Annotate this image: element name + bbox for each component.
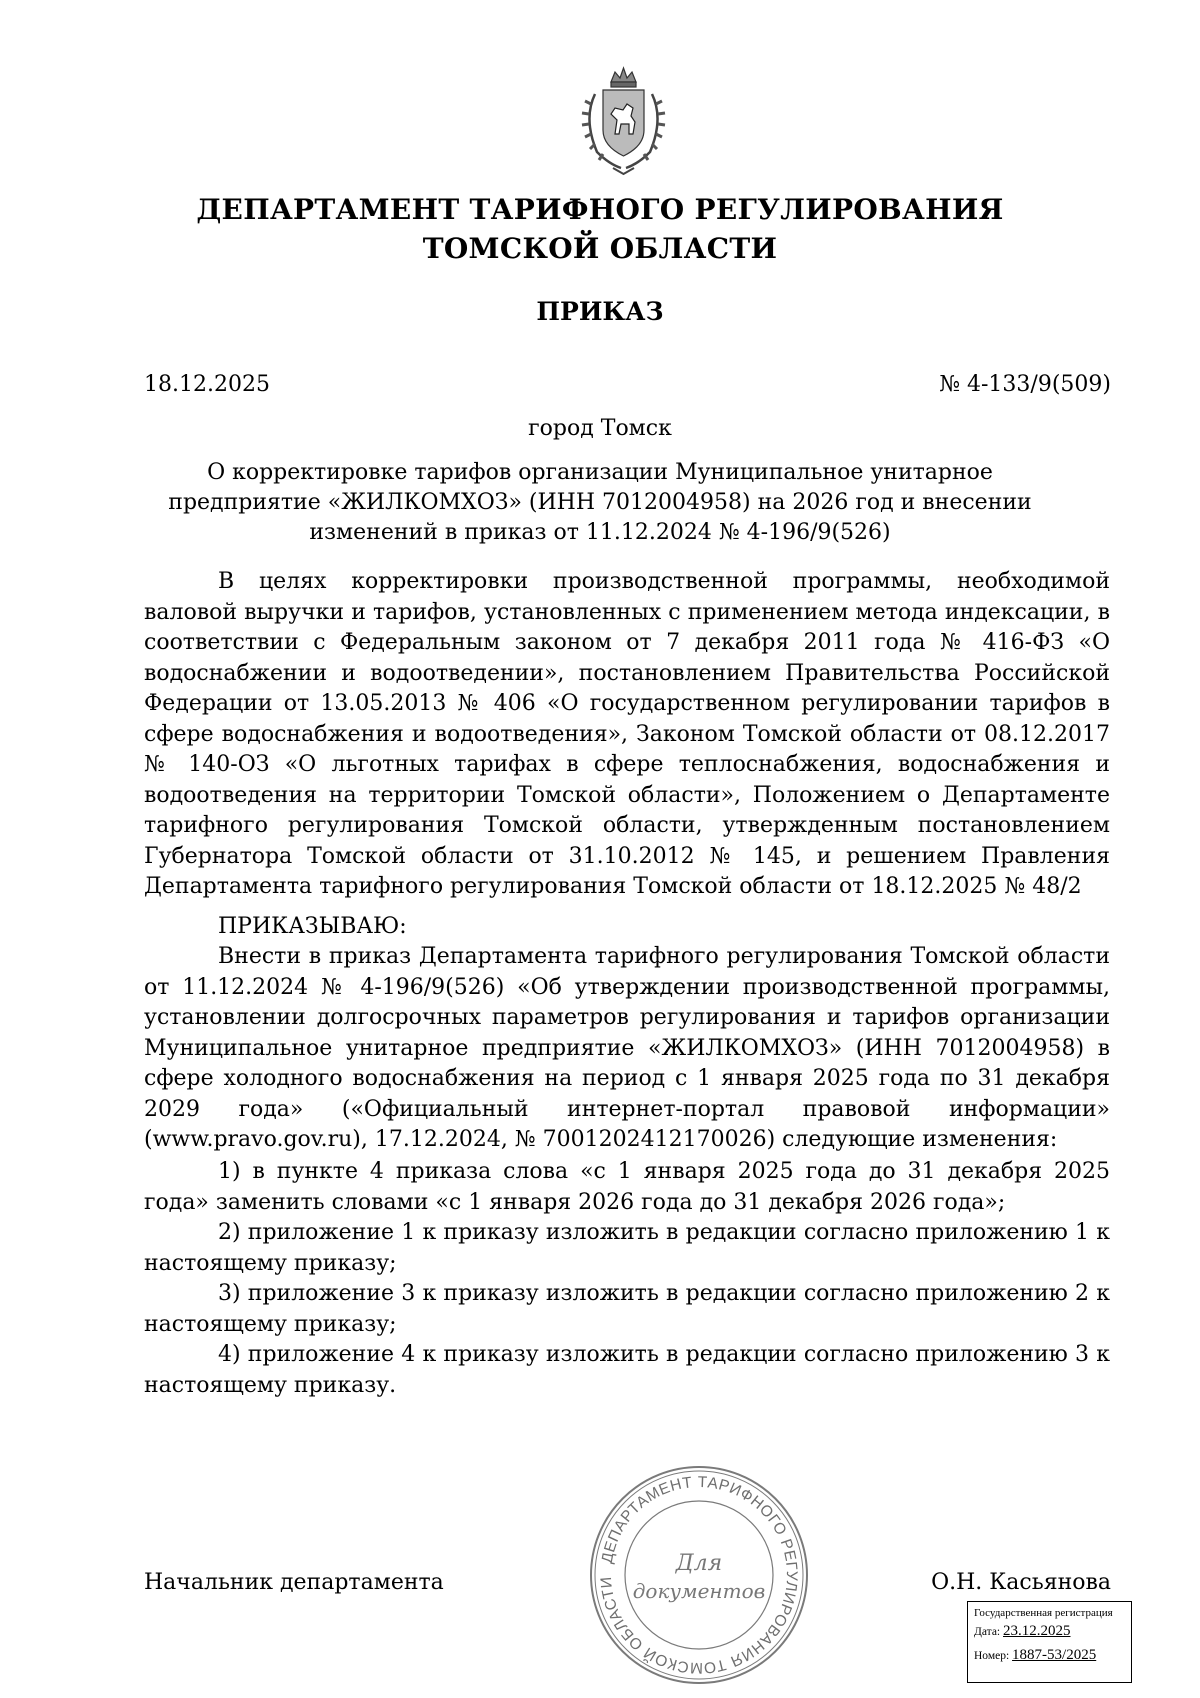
document-type: ПРИКАЗ — [536, 297, 664, 326]
registration-box — [967, 1601, 1132, 1683]
order-item: 3) приложение 3 к приказу изложить в редакции согласно приложению 2 к настоящему приказу; — [144, 1281, 1110, 1337]
signatory-position: Начальник департамента — [144, 1570, 444, 1595]
registration-date-label: Дата: — [974, 1626, 1001, 1638]
order-item: 2) приложение 1 к приказу изложить в редакции согласно приложению 1 к настоящему приказу; — [144, 1220, 1110, 1276]
registration-date-value: 23.12.2025 — [1003, 1623, 1071, 1639]
order-body-paragraph: Внести в приказ Департамента тарифного регулирования Томской области от 11.12.2024 № 4-196/9(526) «Об утверждении производственной программы, установлении долгосрочных параметров регулирования и тарифов организации Муниципальное унитарное предприятие «ЖИЛКОМХОЗ» (ИНН 7012004958) в сфере холодного водоснабжения на период с 1 января 2025 года по 31 декабря 2029 года» («Официальный интернет-портал правовой информации» (www.pravo.gov.ru), 17.12.2024, № 7001202412170026) следующие изменения: — [144, 944, 1110, 1152]
stamp-center-line1: Для — [675, 1551, 723, 1576]
signatory-name: О.Н. Касьянова — [931, 1570, 1111, 1595]
stamp-ring-text: ДЕПАРТАМЕНТ ТАРИФНОГО РЕГУЛИРОВАНИЯ ТОМСКОЙ ОБЛАСТИ — [597, 1473, 801, 1677]
preamble-paragraph: В целях корректировки производственной программы, необходимой валовой выручки и тарифов, установленных с применением метода индексации, в соответствии с Федеральным законом от 7 декабря 2011 года № 416-ФЗ «О водоснабжении и водоотведении», постановлением Правительства Российской Федерации от 13.05.2013 № 406 «О государственном регулировании тарифов в сфере водоснабжения и водоотведения», Законом Томской области от 08.12.2017 № 140-ОЗ «О льготных тарифах в сфере теплоснабжения, водоснабжения и водоотведения на территории Томской области», Положением о Департаменте тарифного регулирования Томской области, утвержденным постановлением Губернатора Томской области от 31.10.2012 № 145, и решением Правления Департамента тарифного регулирования Томской области от 18.12.2025 № 48/2 — [144, 569, 1110, 899]
department-title-line2: ТОМСКОЙ ОБЛАСТИ — [422, 232, 778, 265]
order-city: город Томск — [528, 416, 672, 441]
department-title-line1: ДЕПАРТАМЕНТ ТАРИФНОГО РЕГУЛИРОВАНИЯ — [196, 193, 1004, 226]
stamp-center-line2: документов — [632, 1579, 766, 1603]
coat-of-arms-emblem — [565, 64, 682, 178]
official-stamp — [584, 1460, 814, 1690]
order-number: № 4-133/9(509) — [939, 372, 1111, 397]
registration-title: Государственная регистрация — [974, 1607, 1113, 1619]
order-subject: О корректировке тарифов организации Муниципальное унитарное предприятие «ЖИЛКОМХОЗ» (ИНН 7012004958) на 2026 год и внесении изменений в приказ от 11.12.2024 № 4-196/9(526) — [168, 460, 1032, 545]
order-item: 4) приложение 4 к приказу изложить в редакции согласно приложению 3 к настоящему приказу. — [144, 1342, 1110, 1398]
registration-number-label: Номер: — [974, 1650, 1010, 1662]
order-item: 1) в пункте 4 приказа слова «с 1 января 2025 года до 31 декабря 2025 года» заменить словами «с 1 января 2026 года до 31 декабря 2026 года»; — [144, 1159, 1110, 1215]
order-date: 18.12.2025 — [144, 372, 270, 397]
order-word: ПРИКАЗЫВАЮ: — [218, 914, 407, 939]
registration-number-value: 1887-53/2025 — [1012, 1647, 1097, 1663]
